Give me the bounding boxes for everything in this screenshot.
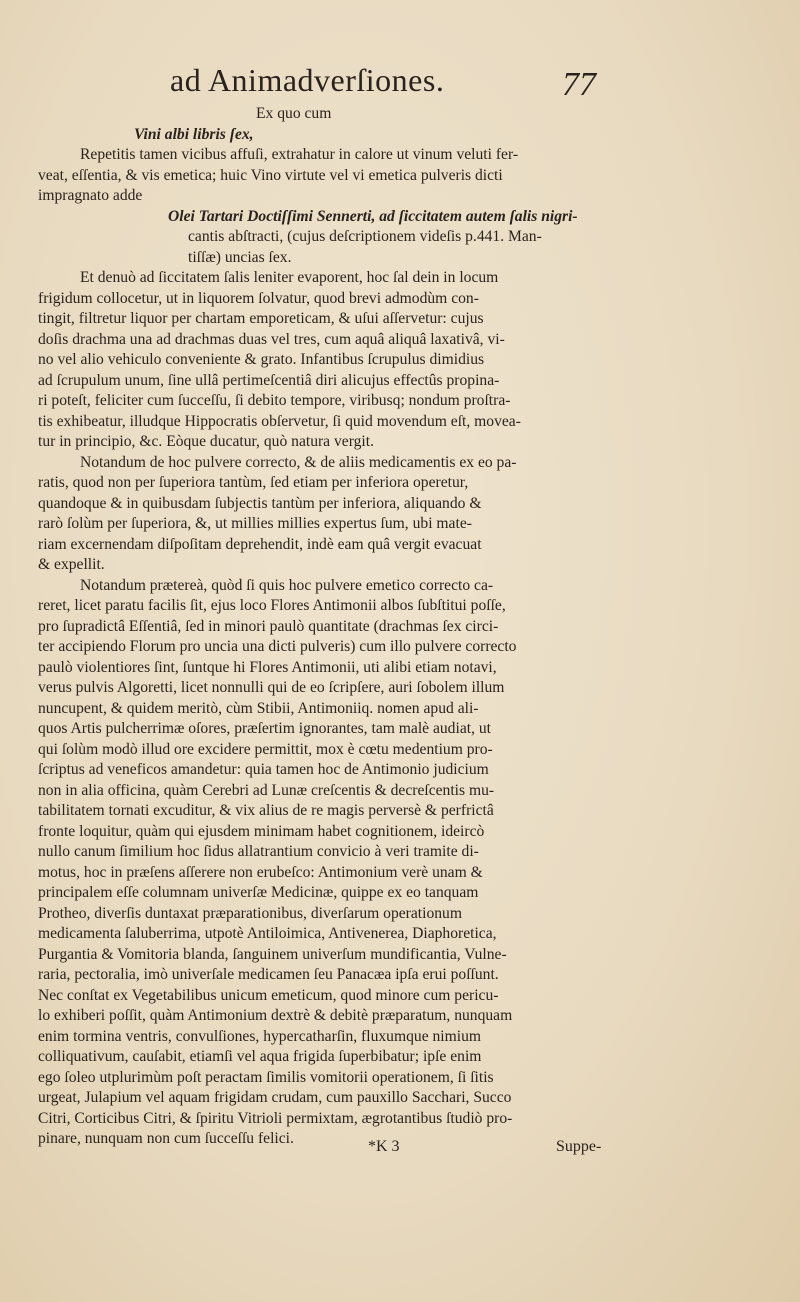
text-line: tingit, filtretur liquor per chartam emporeticam, & uſui aſſervetur: cujus bbox=[38, 310, 484, 327]
text-line: veat, eſſentia, & vis emetica; huic Vino virtute vel vi emetica pulveris dicti bbox=[38, 166, 503, 184]
text-line: medicamenta ſaluberrima, utpotè Antiloimica, Antivenerea, Diaphoretica, bbox=[38, 925, 497, 942]
text-line: riam excernendam diſpoſitam deprehendit, indè eam quâ vergit evacuat bbox=[38, 535, 482, 553]
page-footer bbox=[38, 1138, 616, 1162]
text-line: no vel alio vehiculo conveniente & grato. Infantibus ſcrupulus dimidius bbox=[38, 351, 485, 368]
text-line: urgeat, Julapium vel aquam frigidam crudam, cum pauxillo Sacchari, Succo bbox=[38, 1089, 512, 1106]
text-line: tiſſæ) uncias ſex. bbox=[188, 248, 292, 266]
text-line: enim tormina ventris, convulſiones, hypercatharſin, fluxumque nimium bbox=[38, 1027, 482, 1045]
text-line: ſcriptus ad veneficos amandetur: quia tamen hoc de Antimonio judicium bbox=[38, 761, 489, 778]
text-line: raria, pectoralia, imò univerſale medicamen ſeu Panacæa ipſa erui poſſunt. bbox=[38, 966, 499, 983]
text-line: non in alia officina, quàm Cerebri ad Lunæ creſcentis & decreſcentis mu- bbox=[38, 781, 495, 799]
text-line: fronte loquitur, quàm qui ejusdem minimam habet cognitionem, ideircò bbox=[38, 822, 485, 840]
text-line: motus, hoc in præſens aſſerere non erubeſco: Antimonium verè unam & bbox=[38, 863, 483, 881]
signature-mark: *K 3 bbox=[368, 1138, 400, 1155]
text-line: lo exhiberi poſſit, quàm Antimonium dextrè & debitè præparatum, nunquam bbox=[38, 1007, 513, 1024]
text-line: Purgantia & Vomitoria blanda, ſanguinem univerſum mundificantia, Vulne- bbox=[38, 945, 507, 963]
running-title: ad Animadverſiones. bbox=[170, 62, 445, 98]
text-line: ad ſcrupulum unum, ſine ullâ pertimeſcentiâ diri alicujus effectûs propina- bbox=[38, 371, 500, 389]
text-line: ratis, quod non per ſuperiora tantùm, ſed etiam per inferiora operetur, bbox=[38, 474, 469, 491]
catchword: Suppe- bbox=[556, 1138, 602, 1155]
text-line: Vini albi libris ſex, bbox=[134, 125, 254, 143]
text-line: Nec conſtat ex Vegetabilibus unicum emeticum, quod minore cum pericu- bbox=[38, 986, 499, 1004]
text-line: cantis abſtracti, (cujus deſcriptionem videſis p.441. Man- bbox=[188, 228, 542, 245]
text-line: tabilitatem tornati excuditur, & vix alius de re magis perversè & perfrictâ bbox=[38, 802, 494, 819]
text-line: Et denuò ad ſiccitatem ſalis leniter evaporent, hoc ſal dein in locum bbox=[80, 269, 499, 286]
text-line: verus pulvis Algoretti, licet nonnulli qui de eo ſcripſere, auri ſobolem illum bbox=[38, 679, 505, 696]
text-line: Repetitis tamen vicibus affuſi, extrahatur in calore ut vinum veluti fer- bbox=[80, 146, 519, 163]
text-line: paulò violentiores ſint, ſuntque hi Flores Antimonii, uti alibi etiam notavi, bbox=[38, 658, 497, 676]
text-line: qui ſolùm modò illud ore excidere permittit, mox è cœtu medentium pro- bbox=[38, 740, 493, 758]
text-line: Protheo, diverſis duntaxat præparationibus, diverſarum operationum bbox=[38, 904, 462, 922]
text-line: Notandum prætereà, quòd ſi quis hoc pulvere emetico correcto ca- bbox=[80, 576, 494, 594]
text-line: reret, licet paratu facilis ſit, ejus loco Flores Antimonii albos ſubſtitui poſſe, bbox=[38, 597, 506, 614]
text-line: pinare, nunquam non cum ſucceſſu felici. bbox=[38, 1130, 294, 1147]
text-line: quos Artis pulcherrimæ oſores, præſertim ignorantes, tam malè audiat, ut bbox=[38, 720, 491, 737]
text-line: colliquativum, cauſabit, etiamſi vel aqua frigida ſuperbibatur; ipſe enim bbox=[38, 1048, 482, 1065]
text-line: ri poteſt, feliciter cum ſucceſſu, ſi debito tempore, viribusq; nondum proſtra- bbox=[38, 392, 511, 409]
text-line: quandoque & in quibusdam ſubjectis tantùm per inferiora, aliquando & bbox=[38, 494, 482, 512]
text-line: impragnato adde bbox=[38, 187, 143, 204]
text-line: ter accipiendo Florum pro uncia una dicti pulveris) cum illo pulvere correcto bbox=[38, 638, 517, 655]
page-body bbox=[38, 104, 616, 1150]
page-number: 77 bbox=[562, 66, 596, 103]
text-line: doſis drachma una ad drachmas duas vel tres, cum aquâ aliquâ laxativâ, vi- bbox=[38, 330, 505, 348]
text-line: principalem eſſe columnam univerſæ Medicinæ, quippe ex eo tanquam bbox=[38, 884, 479, 901]
text-line: pro ſupradictâ Eſſentiâ, ſed in minori paulò quantitate (drachmas ſex circi- bbox=[38, 617, 499, 635]
text-line: frigidum collocetur, ut in liquorem ſolvatur, quod brevi admodùm con- bbox=[38, 289, 479, 307]
text-line: tis exhibeatur, illudque Hippocratis obſervetur, ſi quid movendum eſt, movea- bbox=[38, 412, 521, 430]
text-line: Olei Tartari Doctiſſimi Sennerti, ad ſiccitatem autem ſalis nigri- bbox=[168, 207, 578, 225]
text-line: & expellit. bbox=[38, 556, 105, 573]
text-line: Citri, Corticibus Citri, & ſpiritu Vitrioli permixtam, ægrotantibus ſtudiò pro- bbox=[38, 1109, 513, 1127]
text-line: ego ſoleo utplurimùm poſt peractam ſimilis vomitorii operationem, ſi ſitis bbox=[38, 1068, 494, 1086]
text-line: Ex quo cum bbox=[256, 105, 332, 122]
text-line: Notandum de hoc pulvere correcto, & de aliis medicamentis ex eo pa- bbox=[80, 453, 517, 471]
text-line: rarò ſolùm per ſuperiora, &, ut millies millies expertus ſum, ubi mate- bbox=[38, 515, 472, 532]
text-line: tur in principio, &c. Eòque ducatur, quò natura vergit. bbox=[38, 433, 374, 450]
text-line: nullo canum ſimilium hoc ſidus allatrantium convicio à veri tramite di- bbox=[38, 843, 479, 860]
text-line: nuncupent, & quidem meritò, cùm Stibii, Antimoniiq. nomen apud ali- bbox=[38, 699, 479, 717]
